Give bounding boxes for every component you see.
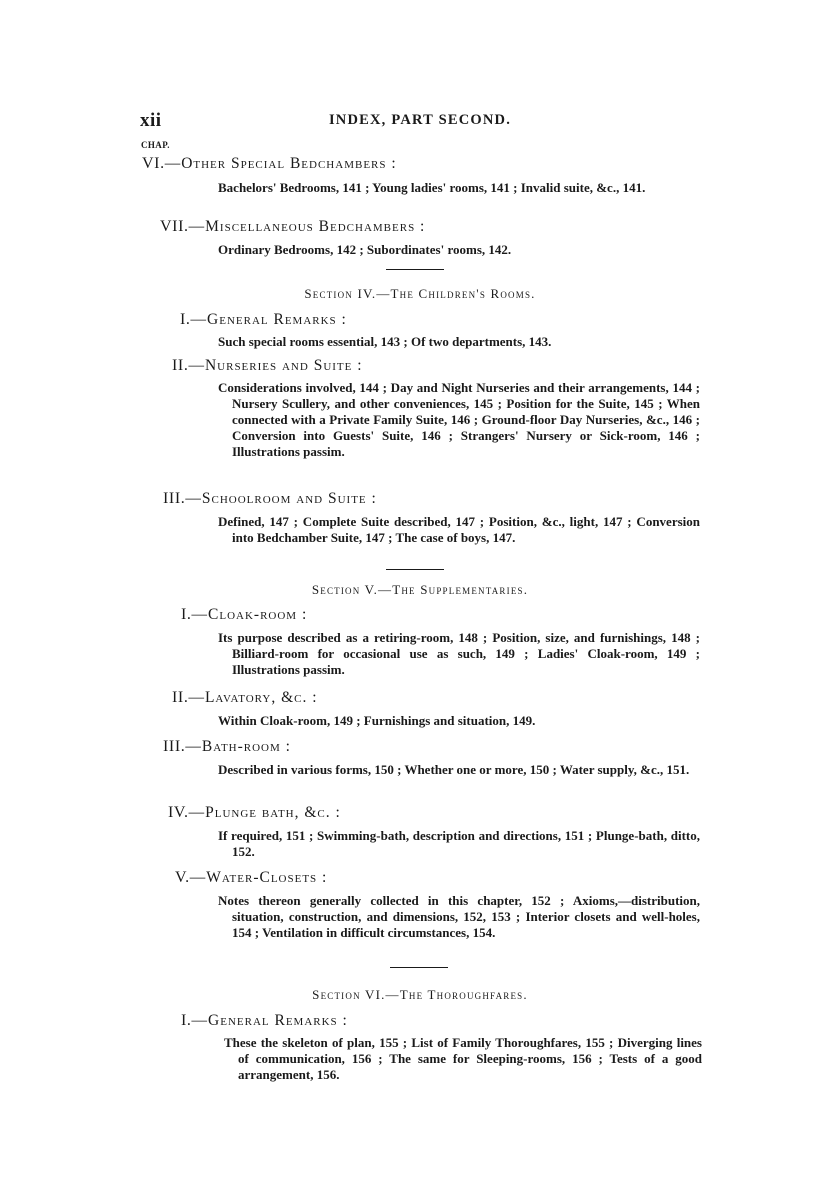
- entry-numeral: II.: [172, 357, 189, 374]
- entry-heading-ii-nurseries-and-suite: [172, 357, 363, 375]
- entry-numeral: VI.: [142, 155, 165, 172]
- section-heading-v: Section V.—The Supplementaries.: [311, 582, 529, 597]
- entry-body-v-ii: Within Cloak-room, 149 ; Furnishings and situation, 149.: [218, 713, 536, 728]
- entry-title: —Schoolroom and Suite :: [185, 490, 377, 507]
- page-number: xii: [140, 110, 162, 131]
- entry-title: —Bath-room :: [185, 738, 291, 755]
- section-heading-iv: Section IV.—The Children's Rooms.: [304, 286, 536, 301]
- section-heading-vi: Section VI.—The Thoroughfares.: [312, 987, 528, 1002]
- section-divider-rule: [386, 269, 444, 270]
- entry-title: —Other Special Bedchambers :: [164, 155, 397, 172]
- running-head: [140, 110, 700, 134]
- entry-numeral: IV.: [168, 804, 189, 821]
- entry-body-v-i: Its purpose described as a retiring-room, 148 ; Position, size, and furnishings, 148 ; Billiard-room for occasional use as such, 149 ; Ladies' Cloak-room, 149 ; Illustrations passim.: [218, 630, 700, 677]
- entry-numeral: VII.: [160, 218, 189, 235]
- entry-heading-vii-miscellaneous-bedchambers: [160, 218, 425, 236]
- entry-title: —General Remarks :: [190, 311, 347, 328]
- entry-heading-i-general-remarks: [181, 1012, 348, 1030]
- entry-body-iv-ii: Considerations involved, 144 ; Day and Night Nurseries and their arrangements, 144 ; Nursery Scullery, and other conveniences, 145 ; Position for the Suite, 145 ; When connected with a Private Family Suite, 146 ; Ground-floor Day Nurseries, &c., 146 ; Conversion into Guests' Suite, 146 ; Strangers' Nursery or Sick-room, 146 ; Illustrations passim.: [218, 380, 700, 459]
- entry-numeral: I.: [180, 311, 191, 328]
- chap-label: CHAP.: [141, 140, 170, 150]
- section-divider-rule: [386, 569, 444, 570]
- entry-numeral: III.: [163, 490, 186, 507]
- entry-heading-v-water-closets: [175, 869, 327, 887]
- entry-body-v-v: Notes thereon generally collected in this chapter, 152 ; Axioms,—distribution, situation, construction, and dimensions, 152, 153 ; Interior closets and well-holes, 154 ; Ventilation in difficult circumstances, 154.: [218, 893, 700, 940]
- entry-body-vii: Ordinary Bedrooms, 142 ; Subordinates' rooms, 142.: [218, 242, 512, 257]
- entry-title: —Nurseries and Suite :: [188, 357, 363, 374]
- running-head-title: INDEX, PART SECOND.: [328, 112, 512, 128]
- entry-title: —Cloak-room :: [191, 606, 308, 623]
- entry-numeral: V.: [175, 869, 190, 886]
- entry-title: —General Remarks :: [191, 1012, 348, 1029]
- entry-numeral: II.: [172, 689, 189, 706]
- entry-title: —Plunge bath, &c. :: [188, 804, 341, 821]
- entry-title: —Lavatory, &c. :: [188, 689, 318, 706]
- entry-body-v-iii: Described in various forms, 150 ; Whether one or more, 150 ; Water supply, &c., 151.: [218, 762, 690, 777]
- entry-heading-i-general-remarks: [180, 311, 347, 329]
- entry-heading-iv-plunge-bath: [168, 804, 341, 822]
- entry-numeral: I.: [181, 1012, 192, 1029]
- entry-numeral: I.: [181, 606, 192, 623]
- entry-heading-vi-other-special-bedchambers: [142, 155, 397, 173]
- entry-body-vi: Bachelors' Bedrooms, 141 ; Young ladies' rooms, 141 ; Invalid suite, &c., 141.: [218, 180, 646, 195]
- entry-numeral: III.: [163, 738, 186, 755]
- entry-heading-iii-bath-room: [163, 738, 291, 756]
- entry-title: —Miscellaneous Bedchambers :: [188, 218, 426, 235]
- entry-body-v-iv: If required, 151 ; Swimming-bath, description and directions, 151 ; Plunge-bath, ditto, 152.: [218, 828, 700, 859]
- section-divider-rule: [390, 967, 448, 968]
- entry-heading-iii-schoolroom-and-suite: [163, 490, 377, 508]
- entry-body-iv-i: Such special rooms essential, 143 ; Of two departments, 143.: [218, 334, 552, 349]
- entry-title: —Water-Closets :: [189, 869, 328, 886]
- entry-body-vi-i: These the skeleton of plan, 155 ; List of Family Thoroughfares, 155 ; Diverging lines of communication, 156 ; The same for Sleeping-rooms, 156 ; Tests of a good arrangement, 156.: [224, 1035, 702, 1082]
- entry-heading-ii-lavatory: [172, 689, 318, 707]
- entry-heading-i-cloak-room: [181, 606, 307, 624]
- entry-body-iv-iii: Defined, 147 ; Complete Suite described, 147 ; Position, &c., light, 147 ; Conversion into Bedchamber Suite, 147 ; The case of boys, 147.: [218, 514, 700, 545]
